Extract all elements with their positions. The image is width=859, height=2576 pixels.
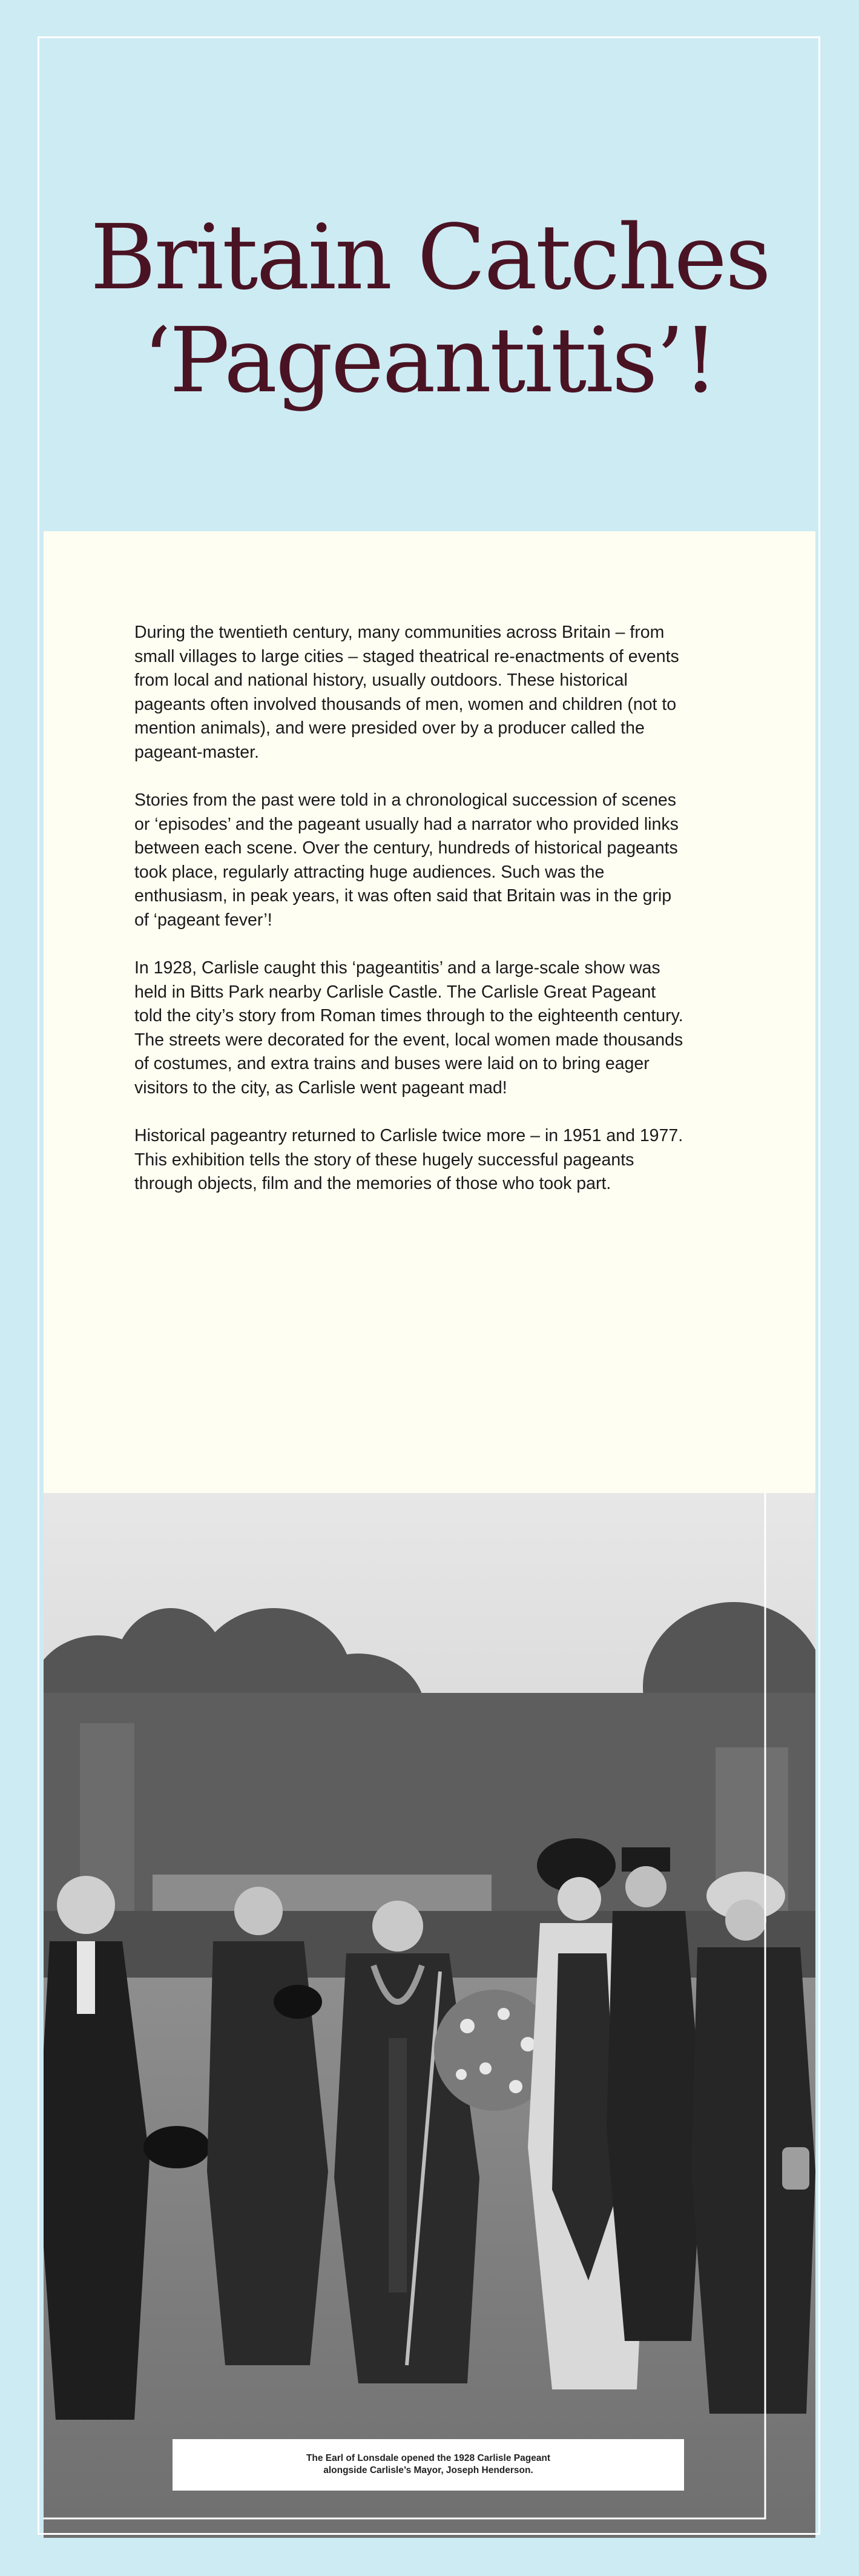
paragraph-intro: During the twentieth century, many communities across Britain – from small villages to large cities – staged theatrical re-enactments of events from local and national history, usually outdoors. These historical pageants often involved thousands of men, women and children (not to mention animals), and were presided over by a producer called the pageant-master. [134, 623, 679, 762]
caption-line-2: alongside Carlisle’s Mayor, Joseph Henderson. [323, 2465, 533, 2475]
title-line-1: Britain Catches [90, 205, 769, 310]
paragraph-stories: Stories from the past were told in a chronological succession of scenes or ‘episodes’ and the pageant usually had a narrator who provided links between each scene. Over the century, hundreds of historical pageants took place, regularly attracting huge audiences. Such was the enthusiasm, in peak years, it was often said that Britain was in the grip of ‘pageant fever’! [134, 790, 679, 930]
caption-line-1: The Earl of Lonsdale opened the 1928 Carlisle Pageant [306, 2453, 551, 2463]
page-title [42, 206, 817, 412]
body-copy [134, 621, 685, 1220]
figure-lady-light-hat [691, 1872, 815, 2414]
photo-caption [173, 2439, 684, 2491]
title-line-2: ‘Pageantitis’! [142, 308, 717, 412]
historical-photograph [44, 1493, 815, 2538]
paragraph-carlisle-1928: In 1928, Carlisle caught this ‘pageantitis’ and a large-scale show was held in Bitts Park nearby Carlisle Castle. The Carlisle Great Pageant told the city’s story from Roman times through to the eighteenth century. The streets were decorated for the event, local women made thousands of costumes, and extra trains and buses were laid on to bring eager visitors to the city, as Carlisle went pageant mad! [134, 958, 683, 1098]
paragraph-exhibition: Historical pageantry returned to Carlisle twice more – in 1951 and 1977. This exhibition tells the story of these hugely successful pageants through objects, film and the memories of those who took part. [134, 1126, 683, 1193]
